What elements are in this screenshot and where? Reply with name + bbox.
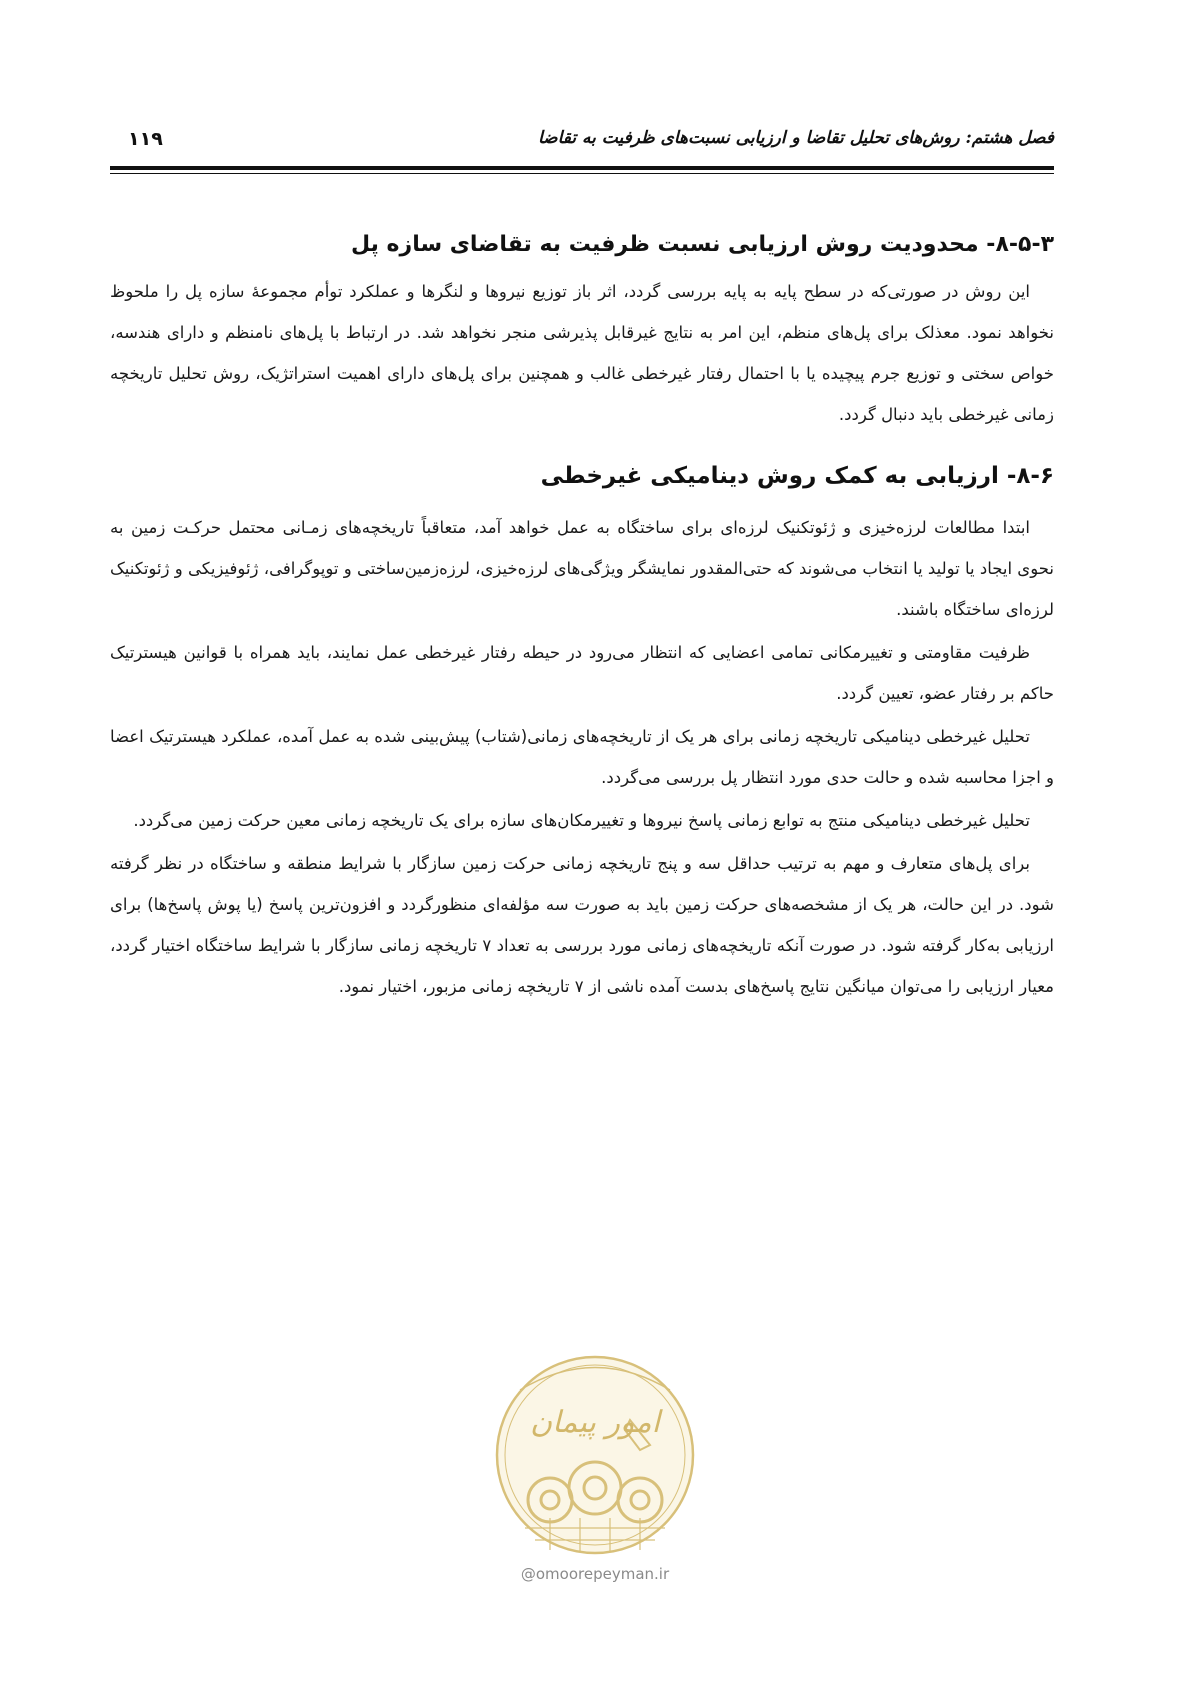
watermark-logo [490, 1350, 700, 1560]
main-content [110, 232, 1054, 1009]
chapter-title: فصل هشتم: روش‌های تحلیل تقاضا و ارزیابی نسبت‌های ظرفیت به تقاضا [537, 128, 1054, 148]
logo-text: امور پیمان [530, 1405, 660, 1440]
running-header [110, 128, 1054, 164]
paragraph: برای پل‌های متعارف و مهم به ترتیب حداقل سه و پنج تاریخچه زمانی حرکت زمین سازگار با شرایط منطقه و ساختگاه در نظر گرفته شود. در این حالت، هر یک از مشخصه‌های حرکت زمین باید به صورت سه مؤلفه‌ای منظورگردد و افزون‌ترین پاسخ (یا پوش پاسخ‌ها) برای ارزیابی به‌کار گرفته شود. در صورت آنکه تاریخچه‌های زمانی مورد بررسی به تعداد ۷ تاریخچه زمانی سازگار با شرایط ساختگاه اختیار گردد، معیار ارزیابی را می‌توان میانگین نتایج پاسخ‌های بدست آمده ناشی از ۷ تاریخچه زمانی مزبور، اختیار نمود. [110, 854, 1054, 996]
section-heading-limitations: ۸-۵-۳- محدودیت روش ارزیابی نسبت ظرفیت به تقاضای سازه پل [350, 232, 1054, 257]
header-rule-thick [110, 166, 1054, 170]
seal-icon [497, 1357, 693, 1553]
paragraph: ظرفیت مقاومتی و تغییرمکانی تمامی اعضایی که انتظار می‌رود در حیطه رفتار غیرخطی عمل نمایند، باید همراه با قوانین هیسترتیک حاکم بر رفتار عضو، تعیین گردد. [110, 643, 1054, 703]
header-rule-thin [110, 173, 1054, 174]
page-number: ۱۱۹ [128, 128, 163, 150]
paragraph: ابتدا مطالعات لرزه‌خیزی و ژئوتکنیک لرزه‌ای برای ساختگاه به عمل خواهد آمد، متعاقباً تاریخچه‌های زمـانی محتمل حرکـت زمین به نحوی ایجاد یا تولید یا انتخاب می‌شوند که حتی‌المقدور نمایشگر ویژگی‌های لرزه‌خیزی، لرزه‌زمین‌ساختی و توپوگرافی، ژئوفیزیکی و ژئوتکنیک لرزه‌ای ساختگاه باشند. [110, 518, 1054, 619]
paragraph: این روش در صورتی‌که در سطح پایه به پایه بررسی گردد، اثر باز توزیع نیروها و لنگرها و عملکرد توأم مجموعهٔ سازه پل را ملحوظ نخواهد نمود. معذلک برای پل‌های منظم، این امر به نتایج غیرقابل پذیرشی منجر نخواهد شد. در ارتباط با پل‌های نامنظم و دارای هندسه، خواص سختی و توزیع جرم پیچیده یا با احتمال رفتار غیرخطی غالب و همچنین برای پل‌های دارای اهمیت استراتژیک، روش تحلیل تاریخچه زمانی غیرخطی باید دنبال گردد. [110, 282, 1054, 424]
paragraph: تحلیل غیرخطی دینامیکی منتج به توابع زمانی پاسخ نیروها و تغییرمکان‌های سازه برای یک تاریخچه زمانی معین حرکت زمین می‌گردد. [133, 811, 1030, 830]
watermark-caption: @omoorepeyman.ir [520, 1565, 670, 1583]
section-heading-nonlinear-dynamic: ۸-۶- ارزیابی به کمک روش دینامیکی غیرخطی [540, 463, 1054, 489]
paragraph: تحلیل غیرخطی دینامیکی تاریخچه زمانی برای هر یک از تاریخچه‌های زمانی(شتاب) پیش‌بینی شده به عمل آمده، عملکرد هیسترتیک اعضا و اجزا محاسبه شده و حالت حدی مورد انتظار پل بررسی می‌گردد. [110, 727, 1054, 787]
